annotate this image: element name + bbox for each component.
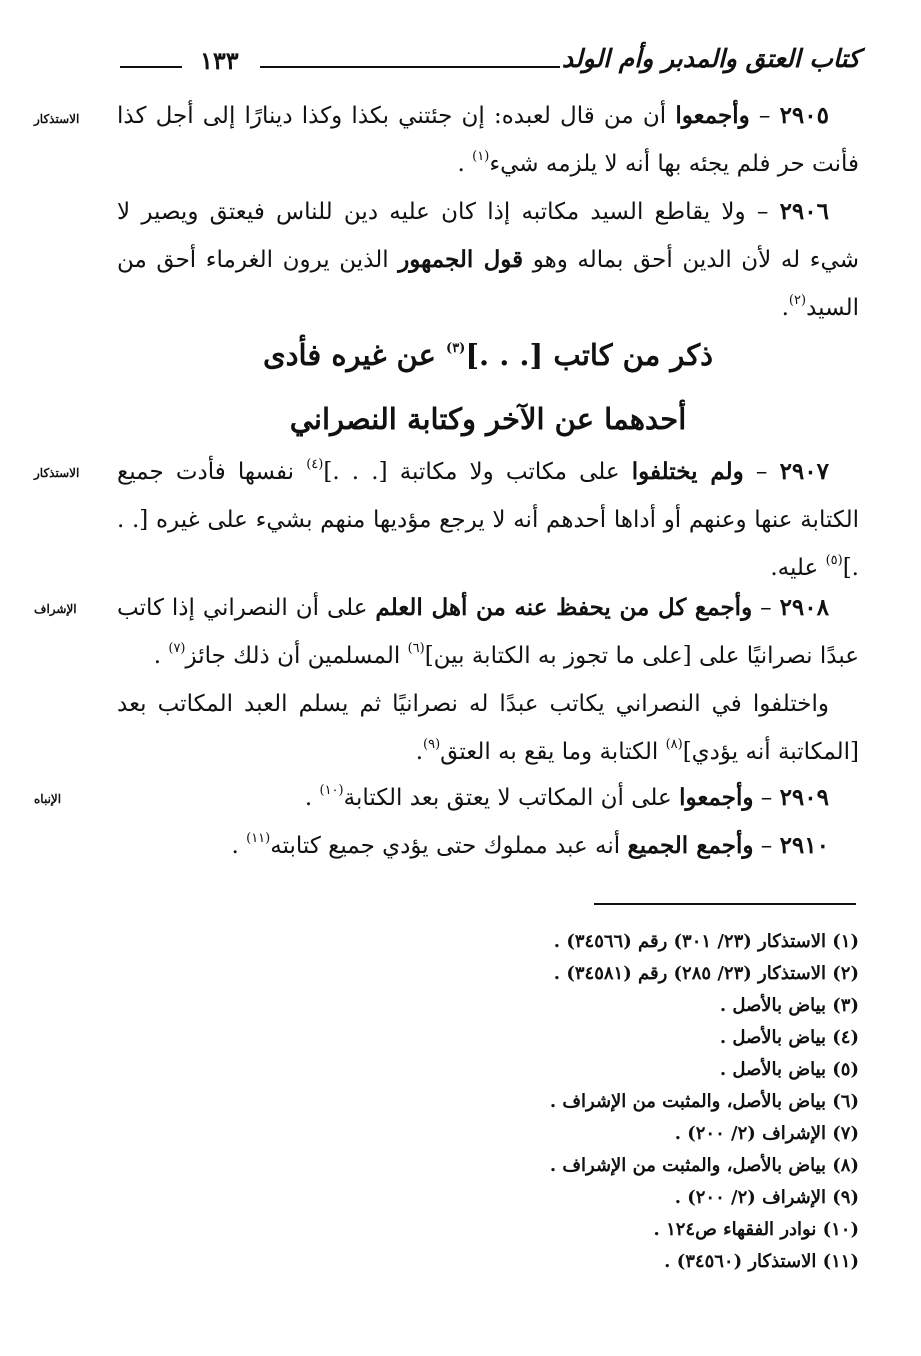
paragraph-end: . bbox=[231, 833, 247, 859]
paragraph-end: . bbox=[457, 151, 473, 177]
entry-number: ٢٩٠٩ bbox=[779, 784, 829, 811]
footnote-separator bbox=[594, 903, 856, 905]
entry-number: ٢٩٠٥ bbox=[779, 102, 829, 129]
page-header bbox=[120, 44, 860, 84]
footnote-ref[interactable]: (٨) bbox=[665, 737, 683, 753]
paragraph-text: أنه عبد مملوك حتى يؤدي جميع كتابته bbox=[270, 833, 628, 859]
entry-number: ٢٩٠٨ bbox=[779, 594, 829, 621]
paragraph-end: . bbox=[153, 643, 169, 669]
section-heading bbox=[117, 338, 859, 372]
paragraph-end: . bbox=[304, 785, 320, 811]
footnote: (٩) الإشراف (٢/ ٢٠٠) . bbox=[674, 1187, 859, 1208]
bold-phrase: قول الجمهور bbox=[398, 246, 524, 273]
paragraph-text: واختلفوا في النصراني يكاتب عبدًا له نصرانيًا ثم يسلم العبد المكاتب بعد [المكاتبة أنه يؤدي] bbox=[117, 691, 859, 765]
margin-note-ishraf: الإشراف bbox=[34, 602, 77, 616]
running-title: كتاب العتق والمدبر وأم الولد bbox=[561, 44, 860, 73]
paragraph-end: . bbox=[781, 295, 789, 321]
footnote-ref[interactable]: (١١) bbox=[246, 831, 271, 847]
header-rule bbox=[260, 66, 560, 68]
page-number: ١٣٣ bbox=[200, 46, 239, 75]
paragraph-2905: ٢٩٠٥ – وأجمعوا أن من قال لعبده: إن جئتني بكذا وكذا دينارًا إلى أجل كذا فأنت حر فلم يجئه بها أنه لا يلزمه شيء$^{(١)}$ . bbox=[117, 102, 859, 177]
entry-number: ٢٩٠٦ bbox=[779, 198, 829, 225]
paragraph-2908-continued bbox=[117, 680, 859, 776]
footnote-ref-2[interactable]: (٥) bbox=[825, 553, 843, 569]
footnote-ref-2[interactable]: (٩) bbox=[423, 737, 441, 753]
footnote-ref[interactable]: (١٠) bbox=[319, 783, 344, 799]
paragraph-end: . bbox=[415, 739, 424, 765]
paragraph-2910: ٢٩١٠ – وأجمع الجميع أنه عبد مملوك حتى يؤدي جميع كتابته$^{(١١)}$ . bbox=[231, 831, 829, 859]
paragraph-text: على مكاتب ولا مكاتبة [. . .] bbox=[323, 459, 632, 485]
bold-phrase: وأجمعوا bbox=[679, 784, 754, 811]
footnotes bbox=[299, 926, 859, 1278]
footnote-ref[interactable]: (٢) bbox=[788, 293, 807, 309]
footnote: (١١) الاستذكار (٣٤٥٦٠) . bbox=[664, 1251, 859, 1272]
paragraph-text-2: الكتابة وما يقع به العتق bbox=[440, 739, 666, 765]
footnote: (٨) بياض بالأصل، والمثبت من الإشراف . bbox=[549, 1155, 859, 1176]
header-rule-left bbox=[120, 66, 182, 68]
footnote: (٥) بياض بالأصل . bbox=[719, 1059, 859, 1080]
footnote: (٤) بياض بالأصل . bbox=[719, 1027, 859, 1048]
paragraph-text: ولا يقاطع السيد مكاتبه إذا كان عليه دين للناس فيعتق ويصير لا شيء له لأن الدين أحق بماله وهو bbox=[117, 199, 859, 273]
bold-phrase: وأجمع كل من يحفظ عنه من أهل العلم bbox=[375, 594, 753, 621]
paragraph-text-2: الذين يرون الغرماء أحق من السيد bbox=[117, 247, 859, 321]
margin-note-istidhkar-2: الاستذكار bbox=[34, 466, 80, 480]
paragraph-text: على أن المكاتب لا يعتق بعد الكتابة bbox=[343, 785, 680, 811]
footnote: (٦) بياض بالأصل، والمثبت من الإشراف . bbox=[549, 1091, 859, 1112]
heading-text: ذكر من كاتب [. . .] bbox=[465, 338, 714, 372]
footnote: (١٠) نوادر الفقهاء ص١٢٤ . bbox=[653, 1219, 859, 1240]
bold-phrase: ولم يختلفوا bbox=[631, 458, 744, 485]
heading-text-2: عن غيره فأدى bbox=[262, 338, 447, 372]
section-heading-line-2: أحدهما عن الآخر وكتابة النصراني bbox=[289, 402, 687, 436]
paragraph-end: عليه. bbox=[770, 555, 826, 581]
paragraph-text-2: المسلمين أن ذلك جائز bbox=[185, 643, 408, 669]
entry-number: ٢٩١٠ bbox=[779, 832, 829, 859]
paragraph-2907: ٢٩٠٧ – ولم يختلفوا على مكاتب ولا مكاتبة [. . .]$^{(٤)}$ نفسها فأدت جميع الكتابة عنها وعنهم أو أداها أحدهم أنه لا يرجع مؤديها منهم بشيء على غيره [. . .]$^{(٥)}$ عليه. bbox=[117, 457, 859, 581]
footnote-ref[interactable]: (٦) bbox=[407, 641, 425, 657]
bold-phrase: وأجمع الجميع bbox=[627, 832, 754, 859]
paragraph-2906: ٢٩٠٦ – ولا يقاطع السيد مكاتبه إذا كان عليه دين للناس فيعتق ويصير لا شيء له لأن الدين أحق بماله وهو قول الجمهور الذين يرون الغرماء أحق من السيد$^{(٢)}$. bbox=[117, 198, 859, 321]
paragraph-text: على أن النصراني إذا كاتب عبدًا نصرانيًا على [على ما تجوز به الكتابة بين] bbox=[117, 595, 859, 669]
footnote-ref-2[interactable]: (٧) bbox=[168, 641, 186, 657]
paragraph-2908: ٢٩٠٨ – وأجمع كل من يحفظ عنه من أهل العلم على أن النصراني إذا كاتب عبدًا نصرانيًا على [على ما تجوز به الكتابة بين]$^{(٦)}$ المسلمين أن ذلك جائز$^{(٧)}$ . واختلفوا في النصراني يكاتب عبدًا له نصرانيًا ثم يسلم العبد المكاتب بعد [المكاتبة أنه يؤدي]$^{(٨)}$ الكتابة وما يقع به العتق$^{(٩)}$. bbox=[117, 584, 859, 776]
footnote-ref[interactable]: (١) bbox=[472, 149, 490, 165]
footnote-ref[interactable]: (٣) bbox=[446, 341, 466, 357]
margin-note-istidhkar: الاستذكار bbox=[34, 112, 80, 126]
footnote: (٢) الاستذكار (٢٣/ ٢٨٥) رقم (٣٤٥٨١) . bbox=[553, 963, 859, 984]
bold-phrase: وأجمعوا bbox=[675, 102, 750, 129]
footnote: (٧) الإشراف (٢/ ٢٠٠) . bbox=[674, 1123, 859, 1144]
paragraph-text: أن من قال لعبده: إن جئتني بكذا وكذا دينارًا إلى أجل كذا فأنت حر فلم يجئه بها أنه لا يلزمه شيء bbox=[117, 103, 859, 177]
footnote: (١) الاستذكار (٢٣/ ٣٠١) رقم (٣٤٥٦٦) . bbox=[553, 931, 859, 952]
footnote: (٣) بياض بالأصل . bbox=[719, 995, 859, 1016]
entry-number: ٢٩٠٧ bbox=[779, 458, 829, 485]
margin-note-inbah: الإنباه bbox=[34, 792, 62, 806]
footnote-ref[interactable]: (٤) bbox=[306, 457, 324, 473]
paragraph-text-2: نفسها فأدت جميع الكتابة عنها وعنهم أو أداها أحدهم أنه لا يرجع مؤديها منهم بشيء على غيره [. . .] bbox=[117, 459, 859, 581]
paragraph-2909: ٢٩٠٩ – وأجمعوا على أن المكاتب لا يعتق بعد الكتابة$^{(١٠)}$ . bbox=[304, 783, 829, 811]
